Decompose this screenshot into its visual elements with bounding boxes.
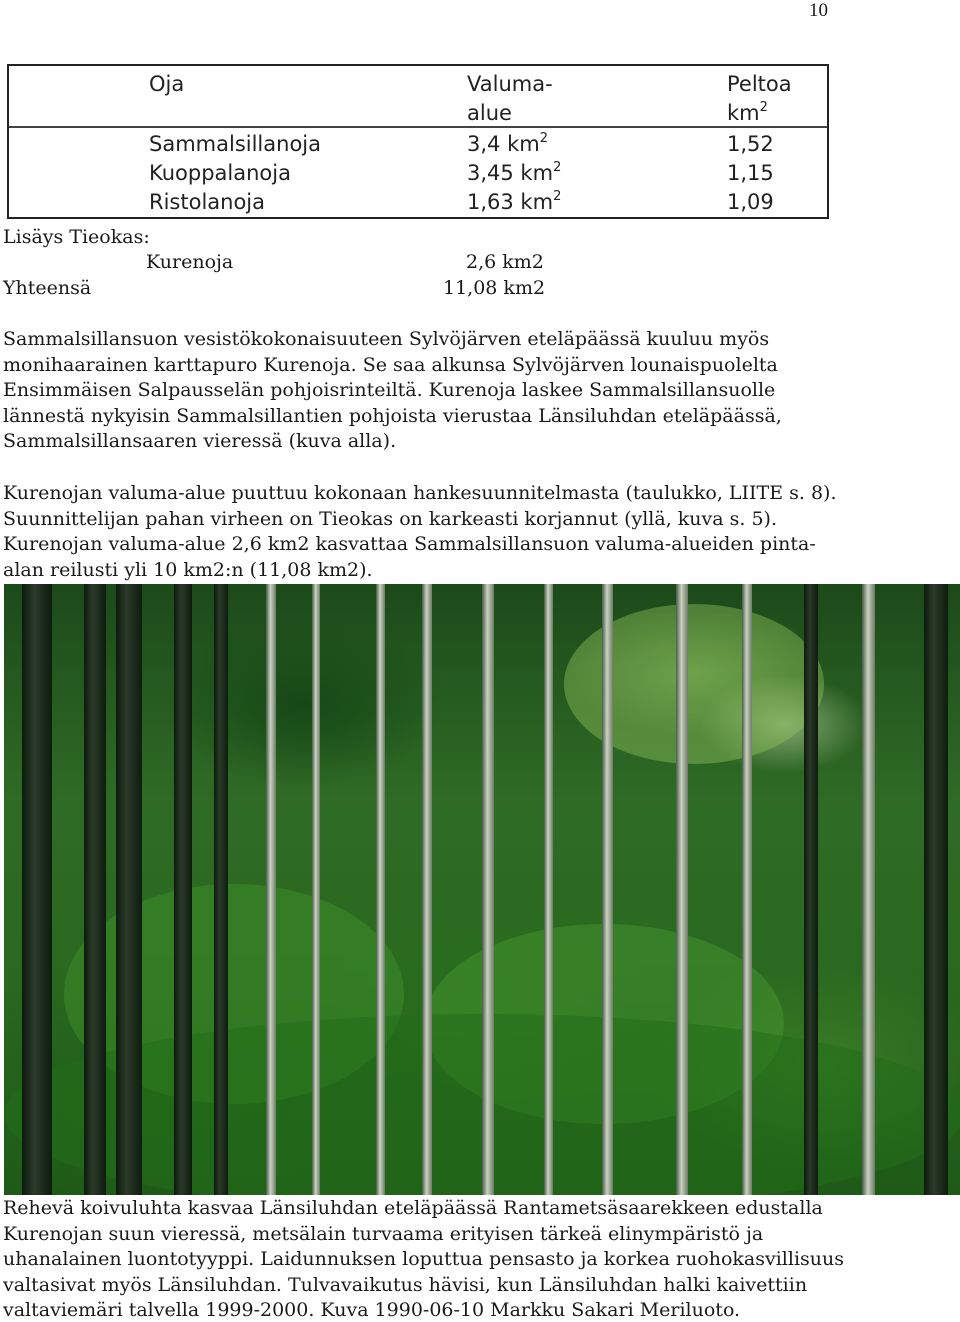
table-row	[9, 188, 827, 217]
addition-item-name: Kurenoja	[146, 251, 234, 273]
cell-oja: Kuoppalanoja	[149, 161, 291, 185]
forest-photo	[4, 584, 960, 1195]
cell-oja: Sammalsillanoja	[149, 132, 321, 156]
table-row	[9, 159, 827, 188]
addition-item-value: 2,6 km2	[466, 251, 544, 273]
cell-oja: Ristolanoja	[149, 190, 266, 214]
header-valuma-alue: Valuma- alue	[467, 72, 553, 125]
addition-label: Lisäys Tieokas:	[3, 226, 150, 248]
cell-valuma: 3,4 $km^2$	[467, 131, 548, 156]
cell-valuma: 3,45 $km^2$	[467, 160, 562, 185]
cell-peltoa: 1,09	[727, 190, 774, 214]
total-label: Yhteensä	[3, 277, 92, 299]
cell-valuma: 1,63 $km^2$	[467, 189, 562, 214]
photo-caption: Rehevä koivuluhta kasvaa Länsiluhdan eteläpäässä Rantametsäsaarekkeen edustalla Kurenojan suun vieressä, metsälain turvaama erityisen tärkeä elinympäristö ja uhanalainen luontotyyppi. Laidunnuksen loputtua pensasto ja korkea ruohokasvillisuus valtasivat myös Länsiluhdan. Tulvavaikutus hävisi, kun Länsiluhdan halki kaivettiin valtaviemäri talvella 1999-2000. Kuva 1990-06-10 Markku Sakari Meriluoto.	[3, 1197, 845, 1322]
cell-peltoa: 1,15	[727, 161, 774, 185]
page-number: 10	[809, 0, 828, 21]
paragraph-missing-area: Kurenojan valuma-alue puuttuu kokonaan hankesuunnitelmasta (taulukko, LIITE s. 8). Suunnittelijan pahan virheen on Tieokas on karkeasti korjannut (yllä, kuva s. 5). Kurenojan valuma-alue 2,6 km2 kasvattaa Sammalsillansuon valuma-alueiden pinta- alan reilusti yli 10 km2:n (11,08 km2).	[3, 482, 837, 581]
header-oja: Oja	[149, 72, 185, 96]
table-header-row	[9, 66, 827, 128]
paragraph-kurenoja-intro: Sammalsillansuon vesistökokonaisuuteen Sylvöjärven eteläpäässä kuuluu myös monihaarainen karttapuro Kurenoja. Se saa alkunsa Sylvöjärven lounaispuolelta Ensimmäisen Salpausselän pohjoisrinteiltä. Kurenoja laskee Sammalsillansuolle lännestä nykyisin Sammalsillantien pohjoista vierustaa Länsiluhdan eteläpäässä, Sammalsillansaaren vieressä (kuva alla).	[3, 328, 782, 453]
cell-peltoa: 1,52	[727, 132, 774, 156]
drainage-area-table	[7, 64, 829, 219]
table-row	[9, 130, 827, 159]
header-peltoa: Peltoa $km^2$	[727, 72, 792, 125]
total-value: 11,08 km2	[443, 277, 546, 299]
